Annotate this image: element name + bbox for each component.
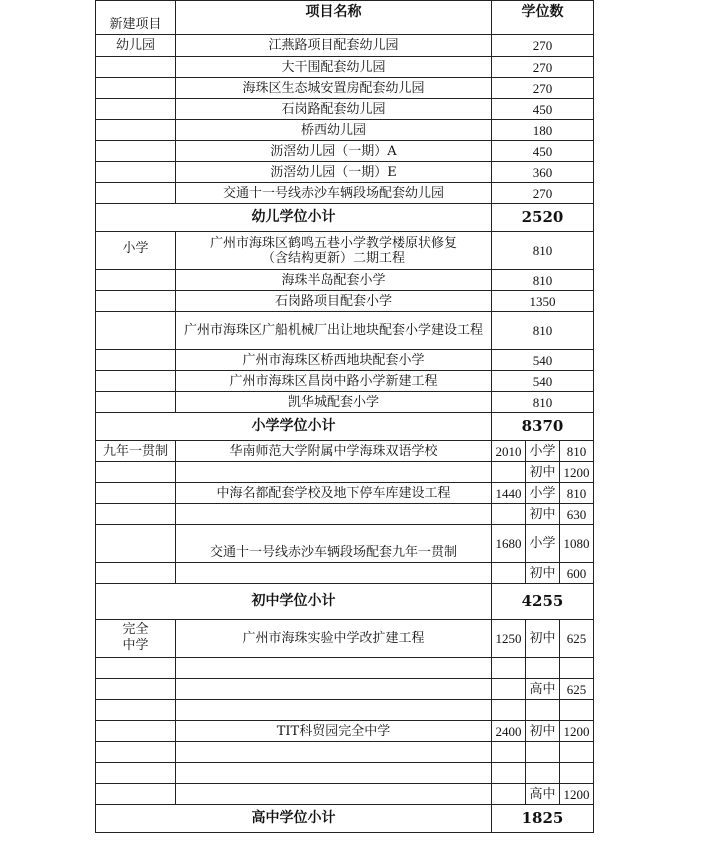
category-blank <box>96 78 176 99</box>
project-name-blank <box>176 742 492 763</box>
seat-count: 450 <box>492 141 594 162</box>
level-seats: 630 <box>560 504 594 525</box>
project-name: 沥滘幼儿园（一期）A <box>176 141 492 162</box>
subtotal-label: 小学学位小计 <box>96 413 492 441</box>
table-row <box>96 232 594 270</box>
school-total-blank <box>492 462 526 483</box>
school-level: 初中 <box>526 504 560 525</box>
project-name: 广州市海珠区鹤鸣五巷小学教学楼原状修复（含结构更新）二期工程 <box>176 232 492 270</box>
table-row <box>96 658 594 679</box>
table-row <box>96 270 594 291</box>
school-level-blank <box>526 763 560 784</box>
subtotal-row <box>96 413 594 441</box>
project-name-blank <box>176 504 492 525</box>
category-blank <box>96 120 176 141</box>
table-row <box>96 312 594 350</box>
school-total-seats: 1680 <box>492 525 526 563</box>
table-row <box>96 120 594 141</box>
table-row <box>96 504 594 525</box>
table-row <box>96 763 594 784</box>
school-level: 小学 <box>526 525 560 563</box>
category-complete-middle <box>96 620 176 658</box>
category-blank <box>96 763 176 784</box>
school-level: 初中 <box>526 721 560 742</box>
project-name-blank <box>176 679 492 700</box>
table-row <box>96 700 594 721</box>
school-total-blank <box>492 742 526 763</box>
project-name: 广州市海珠区昌岗中路小学新建工程 <box>176 371 492 392</box>
category-blank <box>96 371 176 392</box>
school-level-blank <box>526 700 560 721</box>
subtotal-label: 初中学位小计 <box>96 584 492 620</box>
project-name-blank <box>176 700 492 721</box>
category-blank <box>96 679 176 700</box>
table-row <box>96 78 594 99</box>
school-total-seats: 1250 <box>492 620 526 658</box>
seat-count: 270 <box>492 35 594 57</box>
header-project-name: 项目名称 <box>176 1 492 35</box>
table-row <box>96 525 594 563</box>
table-row <box>96 441 594 462</box>
project-name: 广州市海珠实验中学改扩建工程 <box>176 620 492 658</box>
category-blank <box>96 563 176 584</box>
table-row <box>96 57 594 78</box>
category-blank <box>96 721 176 742</box>
subtotal-value: 8370 <box>492 413 594 441</box>
project-name: 石岗路项目配套小学 <box>176 291 492 312</box>
subtotal-value: 4255 <box>492 584 594 620</box>
seat-count: 810 <box>492 232 594 270</box>
table-row <box>96 291 594 312</box>
table-row <box>96 99 594 120</box>
school-level: 高中 <box>526 679 560 700</box>
level-seats-blank <box>560 658 594 679</box>
project-name: TIT科贸园完全中学 <box>176 721 492 742</box>
category-blank <box>96 658 176 679</box>
seat-count: 180 <box>492 120 594 141</box>
subtotal-row <box>96 805 594 833</box>
level-seats: 625 <box>560 679 594 700</box>
school-total-blank <box>492 658 526 679</box>
table-header-row <box>96 1 594 35</box>
level-seats: 810 <box>560 441 594 462</box>
category-blank <box>96 504 176 525</box>
school-level: 初中 <box>526 563 560 584</box>
table-row <box>96 183 594 204</box>
school-level: 小学 <box>526 441 560 462</box>
category-blank <box>96 99 176 120</box>
seat-count: 270 <box>492 57 594 78</box>
category-blank <box>96 462 176 483</box>
project-name: 中海名都配套学校及地下停车库建设工程 <box>176 483 492 504</box>
school-level: 高中 <box>526 784 560 805</box>
table-row <box>96 371 594 392</box>
project-name-blank <box>176 784 492 805</box>
project-name: 海珠区生态城安置房配套幼儿园 <box>176 78 492 99</box>
seat-count: 270 <box>492 78 594 99</box>
school-total-blank <box>492 504 526 525</box>
school-level: 初中 <box>526 620 560 658</box>
category-blank <box>96 392 176 413</box>
category-blank <box>96 350 176 371</box>
category-blank <box>96 700 176 721</box>
seat-count: 540 <box>492 350 594 371</box>
table-row <box>96 162 594 183</box>
table-row <box>96 483 594 504</box>
seat-count: 810 <box>492 312 594 350</box>
category-blank <box>96 525 176 563</box>
seat-count: 810 <box>492 270 594 291</box>
school-total-blank <box>492 679 526 700</box>
level-seats: 600 <box>560 563 594 584</box>
category-blank <box>96 183 176 204</box>
category-blank <box>96 270 176 291</box>
subtotal-row <box>96 204 594 232</box>
level-seats: 1200 <box>560 784 594 805</box>
project-name-blank <box>176 563 492 584</box>
category-primary: 小学 <box>96 232 176 270</box>
level-seats-blank <box>560 700 594 721</box>
school-level: 小学 <box>526 483 560 504</box>
table-row <box>96 679 594 700</box>
category-blank <box>96 312 176 350</box>
project-name-blank <box>176 462 492 483</box>
project-name: 桥西幼儿园 <box>176 120 492 141</box>
subtotal-value: 1825 <box>492 805 594 833</box>
category-blank <box>96 483 176 504</box>
table-row <box>96 35 594 57</box>
project-name: 广州市海珠区桥西地块配套小学 <box>176 350 492 371</box>
header-category: 新建项目 <box>96 1 176 35</box>
level-seats: 1080 <box>560 525 594 563</box>
level-seats: 810 <box>560 483 594 504</box>
project-name: 广州市海珠区广船机械厂出让地块配套小学建设工程 <box>176 312 492 350</box>
category-kindergarten: 幼儿园 <box>96 35 176 57</box>
category-blank <box>96 784 176 805</box>
school-level-blank <box>526 742 560 763</box>
school-seats-table <box>95 0 594 833</box>
project-name-blank <box>176 763 492 784</box>
table-row <box>96 350 594 371</box>
school-total-blank <box>492 763 526 784</box>
project-name: 大干围配套幼儿园 <box>176 57 492 78</box>
level-seats: 1200 <box>560 721 594 742</box>
table-row <box>96 563 594 584</box>
project-name: 华南师范大学附属中学海珠双语学校 <box>176 441 492 462</box>
seat-count: 270 <box>492 183 594 204</box>
project-name: 交通十一号线赤沙车辆段场配套九年一贯制 <box>176 525 492 563</box>
project-name: 海珠半岛配套小学 <box>176 270 492 291</box>
level-seats: 625 <box>560 620 594 658</box>
seat-count: 450 <box>492 99 594 120</box>
subtotal-label: 幼儿学位小计 <box>96 204 492 232</box>
project-name: 凯华城配套小学 <box>176 392 492 413</box>
category-blank <box>96 141 176 162</box>
category-blank <box>96 162 176 183</box>
school-total-blank <box>492 784 526 805</box>
category-blank <box>96 57 176 78</box>
level-seats-blank <box>560 763 594 784</box>
table-row <box>96 620 594 658</box>
seat-count: 540 <box>492 371 594 392</box>
level-seats: 1200 <box>560 462 594 483</box>
category-blank <box>96 742 176 763</box>
school-level-blank <box>526 658 560 679</box>
category-blank <box>96 291 176 312</box>
category-complete-middle-text: 完全中学 <box>122 622 149 653</box>
school-total-blank <box>492 563 526 584</box>
project-name: 石岗路配套幼儿园 <box>176 99 492 120</box>
table-row <box>96 721 594 742</box>
project-name-blank <box>176 658 492 679</box>
project-name: 江燕路项目配套幼儿园 <box>176 35 492 57</box>
seat-count: 810 <box>492 392 594 413</box>
school-total-seats: 2400 <box>492 721 526 742</box>
table-row <box>96 462 594 483</box>
school-total-seats: 2010 <box>492 441 526 462</box>
school-total-blank <box>492 700 526 721</box>
school-total-seats: 1440 <box>492 483 526 504</box>
table-row <box>96 784 594 805</box>
table-row <box>96 392 594 413</box>
project-name: 沥滘幼儿园（一期）E <box>176 162 492 183</box>
project-name: 交通十一号线赤沙车辆段场配套幼儿园 <box>176 183 492 204</box>
table-row <box>96 742 594 763</box>
subtotal-row <box>96 584 594 620</box>
seat-count: 360 <box>492 162 594 183</box>
seat-count: 1350 <box>492 291 594 312</box>
table-row <box>96 141 594 162</box>
subtotal-label: 高中学位小计 <box>96 805 492 833</box>
subtotal-value: 2520 <box>492 204 594 232</box>
school-level: 初中 <box>526 462 560 483</box>
category-nine-year: 九年一贯制 <box>96 441 176 462</box>
header-seats: 学位数 <box>492 1 594 35</box>
level-seats-blank <box>560 742 594 763</box>
